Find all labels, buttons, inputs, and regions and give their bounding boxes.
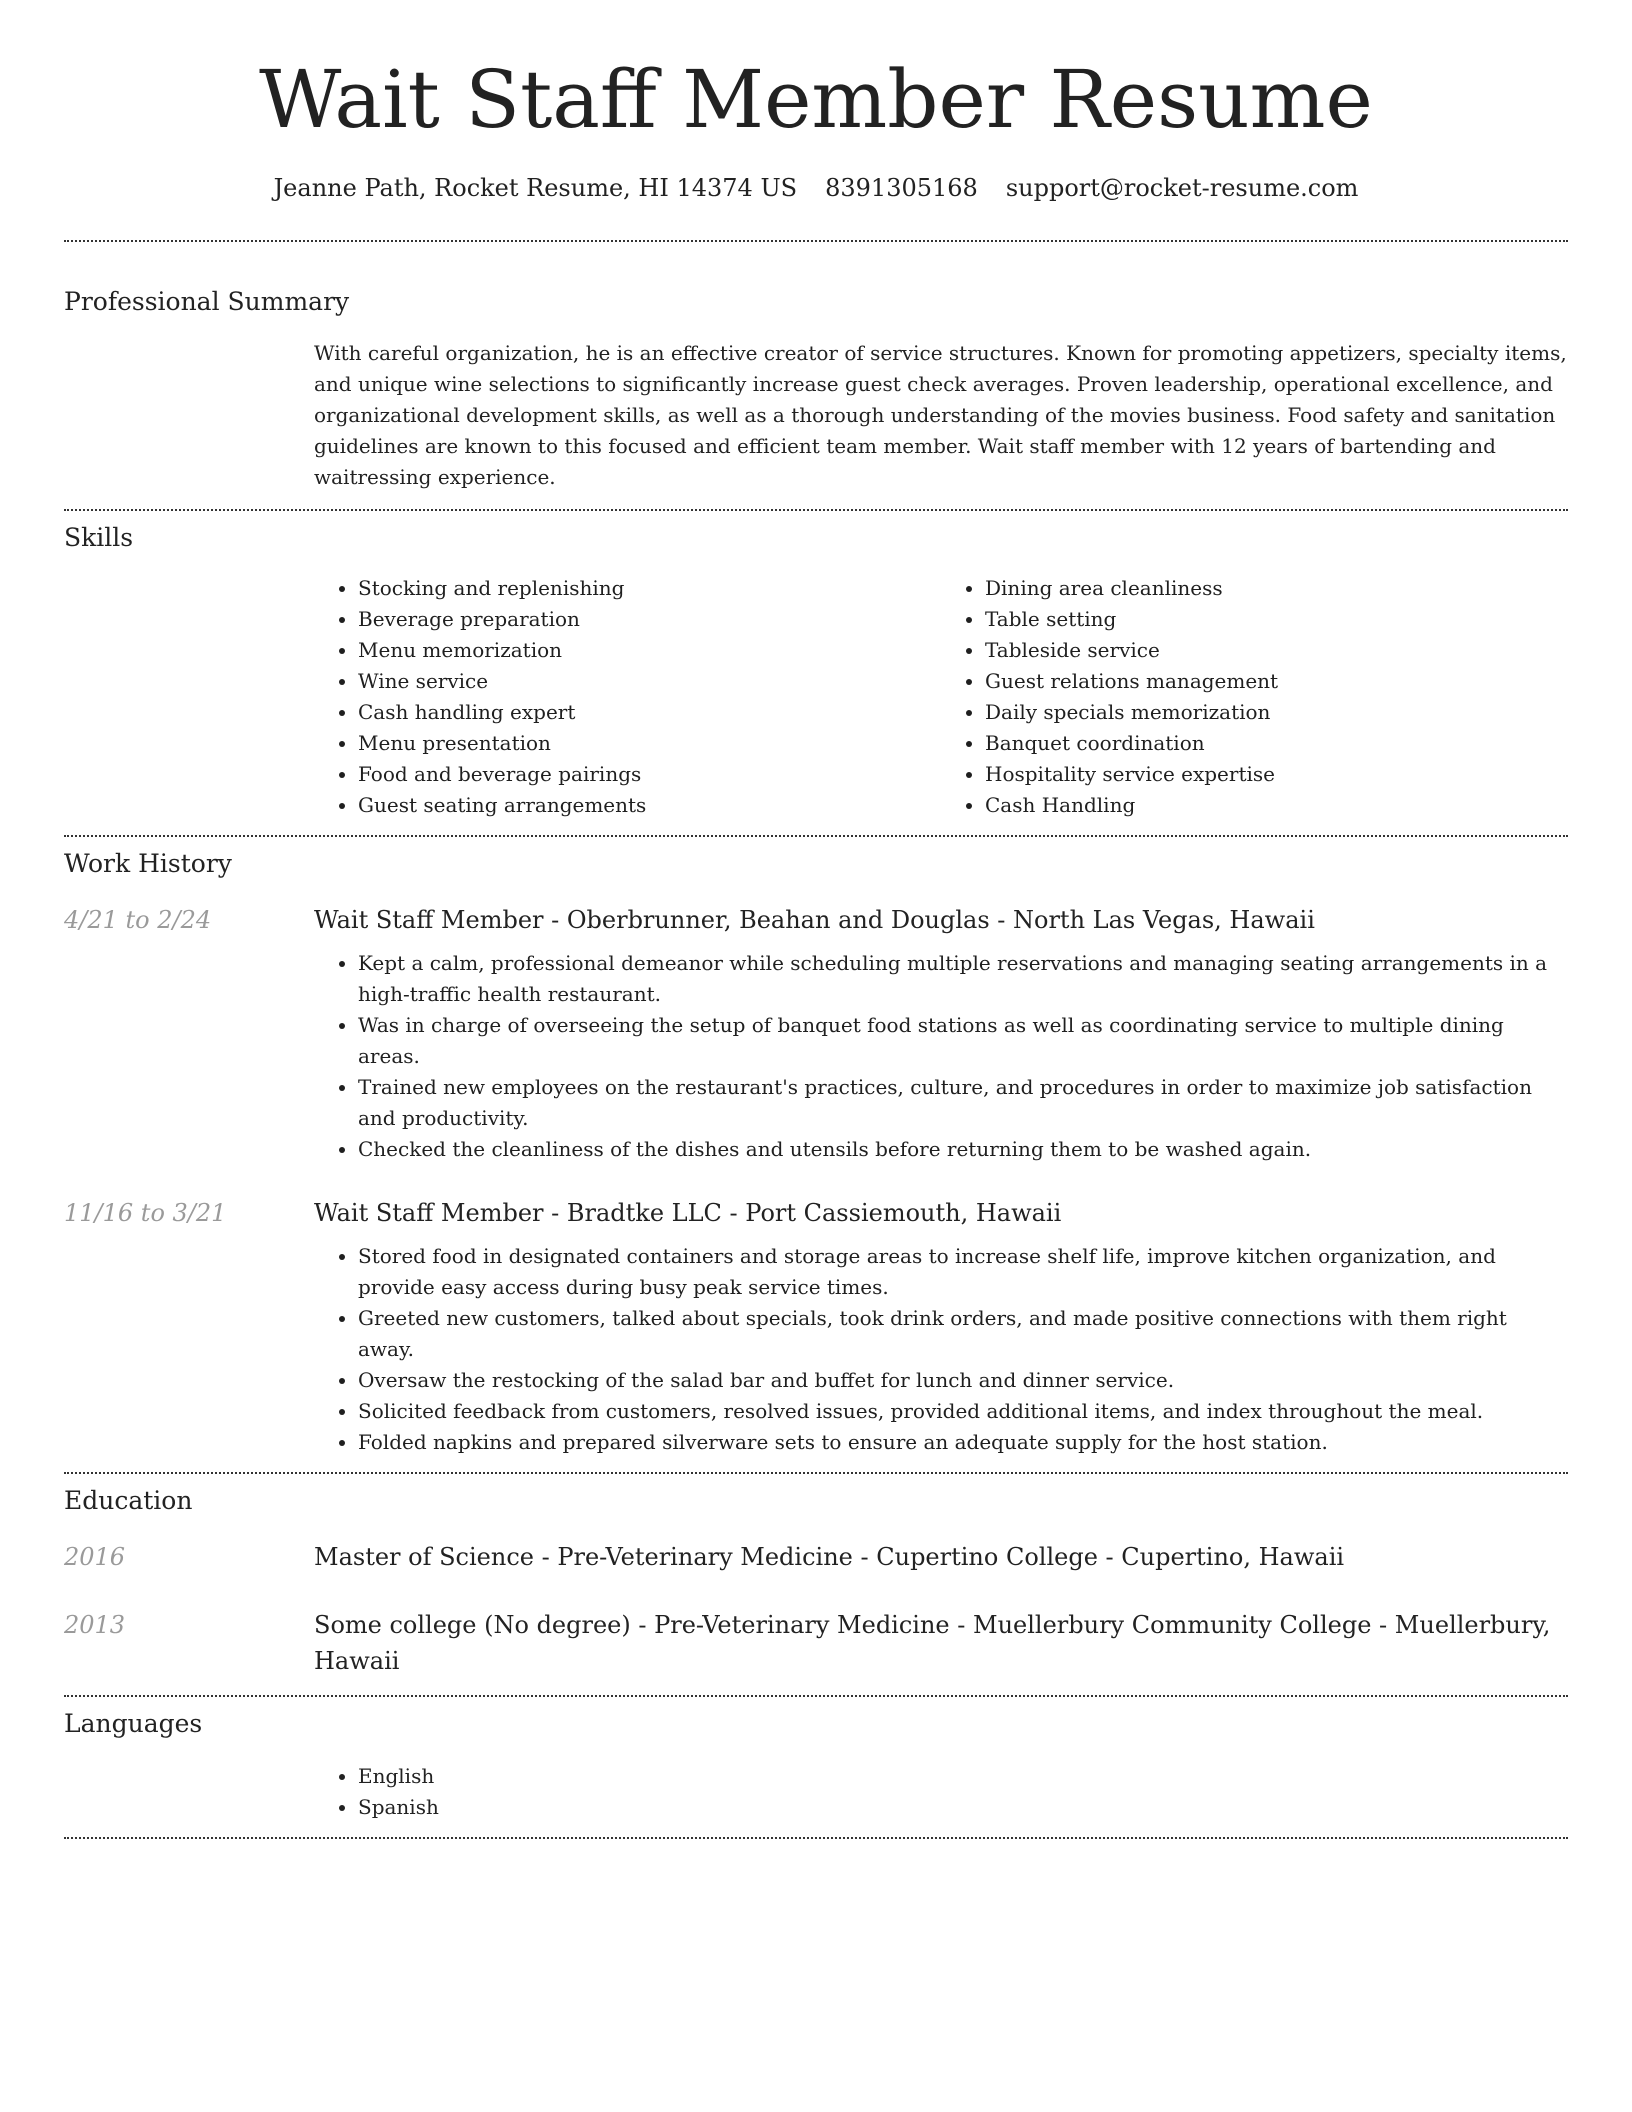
list-item: • Daily specials memorization (985, 697, 1568, 728)
divider (64, 1695, 1568, 1697)
list-item: • Cash Handling (985, 790, 1568, 821)
list-item: • Hospitality service expertise (985, 759, 1568, 790)
list-item: • Trained new employees on the restaurant's practices, culture, and procedures in order to maximize job satisfaction and productivity. (358, 1072, 1568, 1134)
education-details: Some college (No degree) - Pre-Veterinary Medicine - Muellerbury Community College - Muellerbury, Hawaii (314, 1611, 1551, 1675)
work-bullets (314, 1241, 1568, 1458)
section-title-education: Education (64, 1486, 193, 1515)
list-item: • Cash handling expert (358, 697, 941, 728)
work-dates: 11/16 to 3/21 (64, 1199, 227, 1227)
education-entry (64, 1607, 1568, 1679)
skills-list (314, 573, 1568, 821)
list-item: • Oversaw the restocking of the salad bar and buffet for lunch and dinner service. (358, 1365, 1568, 1396)
list-item: • Greeted new customers, talked about specials, took drink orders, and made positive connections with them right away. (358, 1303, 1568, 1365)
list-item: • Kept a calm, professional demeanor while scheduling multiple reservations and managing seating arrangements in a high-traffic health restaurant. (358, 948, 1568, 1010)
list-item: • Wine service (358, 666, 941, 697)
education-year: 2016 (64, 1543, 126, 1571)
list-item: • Stored food in designated containers and storage areas to increase shelf life, improve kitchen organization, and provide easy access during busy peak service times. (358, 1241, 1568, 1303)
contact-address: Jeanne Path, Rocket Resume, HI 14374 US (273, 174, 798, 202)
section-title-languages: Languages (64, 1709, 203, 1738)
skills-column-right (941, 573, 1568, 821)
list-item: • Spanish (358, 1792, 1568, 1823)
contact-phone: 8391305168 (825, 174, 978, 202)
divider (64, 509, 1568, 511)
list-item: • Food and beverage pairings (358, 759, 941, 790)
work-details (314, 902, 1568, 1165)
divider (64, 835, 1568, 837)
work-entry (64, 1195, 1568, 1458)
work-title: Wait Staff Member - Bradtke LLC - Port Cassiemouth, Hawaii (314, 1199, 1062, 1227)
summary-text: With careful organization, he is an effective creator of service structures. Known for promoting appetizers, specialty items, and unique wine selections to significantly increase guest check averages. Proven leadership, operational excellence, and organizational development skills, as well as a thorough understanding of the movies business. Food safety and sanitation guidelines are known to this focused and efficient team member. Wait staff member with 12 years of bartending and waitressing experience. (314, 341, 1567, 489)
list-item: • Table setting (985, 604, 1568, 635)
work-entry (64, 902, 1568, 1165)
languages-list (314, 1761, 1568, 1823)
education-details: Master of Science - Pre-Veterinary Medicine - Cupertino College - Cupertino, Hawaii (314, 1543, 1345, 1571)
resume-page (64, 0, 1568, 1839)
list-item: • Solicited feedback from customers, resolved issues, provided additional items, and index throughout the meal. (358, 1396, 1568, 1427)
section-title-summary: Professional Summary (64, 287, 350, 316)
list-item: • Was in charge of overseeing the setup of banquet food stations as well as coordinating service to multiple dining areas. (358, 1010, 1568, 1072)
list-item: • Guest relations management (985, 666, 1568, 697)
list-item: • Folded napkins and prepared silverware sets to ensure an adequate supply for the host station. (358, 1427, 1568, 1458)
work-bullets (314, 948, 1568, 1165)
list-item: • Menu presentation (358, 728, 941, 759)
divider (64, 1472, 1568, 1474)
list-item: • Dining area cleanliness (985, 573, 1568, 604)
section-title-skills: Skills (64, 523, 134, 552)
languages-bullets (314, 1761, 1568, 1823)
list-item: • Beverage preparation (358, 604, 941, 635)
list-item: • Banquet coordination (985, 728, 1568, 759)
divider (64, 1837, 1568, 1839)
education-entry (64, 1539, 1568, 1575)
list-item: • Tableside service (985, 635, 1568, 666)
work-title: Wait Staff Member - Oberbrunner, Beahan and Douglas - North Las Vegas, Hawaii (314, 906, 1315, 934)
list-item: • Checked the cleanliness of the dishes and utensils before returning them to be washed again. (358, 1134, 1568, 1165)
list-item: • Stocking and replenishing (358, 573, 941, 604)
resume-title: Wait Staff Member Resume (259, 53, 1373, 146)
work-details (314, 1195, 1568, 1458)
education-year: 2013 (64, 1611, 126, 1639)
contact-line (64, 172, 1568, 204)
divider (64, 240, 1568, 242)
list-item: • English (358, 1761, 1568, 1792)
skills-column-left (314, 573, 941, 821)
list-item: • Menu memorization (358, 635, 941, 666)
contact-email: support@rocket-resume.com (1005, 174, 1359, 202)
list-item: • Guest seating arrangements (358, 790, 941, 821)
work-dates: 4/21 to 2/24 (64, 906, 212, 934)
section-title-work-history: Work History (64, 849, 232, 878)
